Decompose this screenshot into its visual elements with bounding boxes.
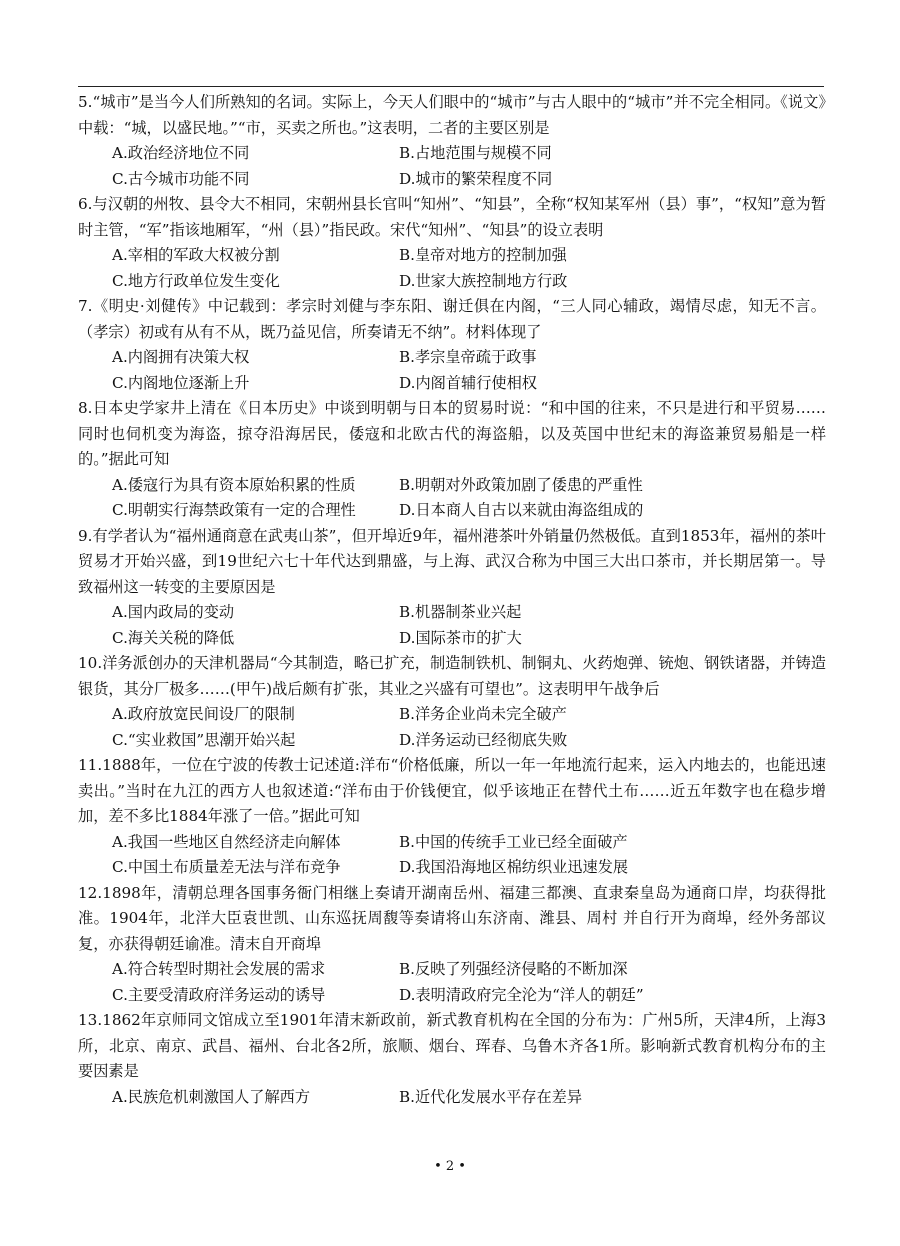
- option-a: A.政府放宽民间设厂的限制: [112, 705, 295, 723]
- question-12: [78, 881, 826, 1009]
- option-row: [112, 141, 826, 167]
- option-row: [112, 498, 826, 524]
- answer-options: [78, 957, 826, 1008]
- option-b: B.洋务企业尚未完全破产: [399, 705, 567, 723]
- option-row: [112, 243, 826, 269]
- option-row: [112, 626, 826, 652]
- option-c: C.“实业救国”思潮开始兴起: [112, 730, 296, 749]
- option-row: [112, 728, 826, 754]
- question-list: [78, 90, 826, 1110]
- answer-options: [78, 345, 826, 396]
- option-a: A.宰相的军政大权被分割: [112, 246, 280, 264]
- option-a: A.符合转型时期社会发展的需求: [112, 960, 326, 978]
- question-6: [78, 192, 826, 294]
- question-stem: 12.1898年，清朝总理各国事务衙门相继上奏请开湖南岳州、福建三都澳、直隶秦皇岛为通商口岸，均获得批准。1904年，北洋大臣袁世凯、山东巡抚周馥等奏请将山东济南、潍县、周村 并自行开为商埠，经外务部议复，亦获得朝廷谕准。清末自开商埠: [78, 883, 826, 953]
- option-row: [112, 371, 826, 397]
- option-c: C.古今城市功能不同: [112, 169, 250, 188]
- page-number: • 2 •: [434, 1159, 466, 1174]
- option-row: [112, 167, 826, 193]
- option-d: D.国际茶市的扩大: [399, 628, 522, 647]
- option-row: [112, 473, 826, 499]
- option-row: [112, 983, 826, 1009]
- answer-options: [78, 600, 826, 651]
- question-stem: 7.《明史·刘健传》中记载到：孝宗时刘健与李东阳、谢迁俱在内阁，“三人同心辅政，竭情尽虑，知无不言。（孝宗）初或有从有不从，既乃益见信，所奏请无不纳”。材料体现了: [78, 297, 826, 341]
- question-7: [78, 294, 826, 396]
- option-a: A.民族危机刺激国人了解西方: [112, 1087, 311, 1106]
- answer-options: [78, 473, 826, 524]
- option-c: C.明朝实行海禁政策有一定的合理性: [112, 501, 356, 519]
- question-13: [78, 1008, 826, 1110]
- option-b: B.皇帝对地方的控制加强: [399, 246, 567, 264]
- option-a: A.倭寇行为具有资本原始积累的性质: [112, 475, 356, 494]
- question-stem: 8.日本史学家井上清在《日本历史》中谈到明朝与日本的贸易时说：“和中国的往来，不只是进行和平贸易……同时也伺机变为海盗，掠夺沿海居民，倭寇和北欧古代的海盗船，以及英国中世纪末的海盗兼贸易船是一样的。”据此可知: [78, 399, 826, 468]
- question-10: [78, 651, 826, 753]
- option-b: B.机器制茶业兴起: [399, 603, 522, 621]
- answer-options: [78, 243, 826, 294]
- option-b: B.近代化发展水平存在差异: [399, 1087, 583, 1106]
- option-row: [112, 345, 826, 371]
- top-rule: [78, 86, 824, 87]
- option-b: B.中国的传统手工业已经全面破产: [399, 832, 628, 851]
- option-row: [112, 600, 826, 626]
- option-c: C.内阁地位逐渐上升: [112, 373, 250, 392]
- question-stem: 9.有学者认为“福州通商意在武夷山茶”，但开埠近9年，福州港茶叶外销量仍然极低。直到1853年，福州的茶叶贸易才开始兴盛，到19世纪六七十年代达到鼎盛，与上海、武汉合称为中国三大出口茶市，并长期居第一。导致福州这一转变的主要原因是: [78, 526, 826, 596]
- option-a: A.政治经济地位不同: [112, 144, 250, 162]
- option-d: D.表明清政府完全沦为“洋人的朝廷”: [399, 985, 644, 1004]
- option-a: A.我国一些地区自然经济走向解体: [112, 832, 341, 851]
- option-row: [112, 702, 826, 728]
- option-row: [112, 830, 826, 856]
- option-d: D.城市的繁荣程度不同: [399, 169, 553, 188]
- option-a: A.国内政局的变动: [112, 603, 235, 621]
- option-c: C.地方行政单位发生变化: [112, 271, 280, 290]
- answer-options: [78, 141, 826, 192]
- question-stem: 13.1862年京师同文馆成立至1901年清末新政前，新式教育机构在全国的分布为：广州5所，天津4所，上海3所，北京、南京、武昌、福州、台北各2所，旅顺、烟台、珲春、乌鲁木齐各1所。影响新式教育机构分布的主要因素是: [78, 1011, 826, 1080]
- option-a: A.内阁拥有决策大权: [112, 348, 250, 366]
- option-row: [112, 957, 826, 983]
- option-c: C.中国土布质量差无法与洋布竞争: [112, 858, 341, 876]
- option-b: B.占地范围与规模不同: [399, 144, 552, 162]
- option-row: [112, 855, 826, 881]
- question-8: [78, 396, 826, 524]
- question-9: [78, 524, 826, 652]
- option-b: B.反映了列强经济侵略的不断加深: [399, 960, 628, 978]
- question-stem: 11.1888年，一位在宁波的传教士记述道:洋布“价格低廉，所以一年一年地流行起来，运入内地去的，也能迅速卖出。”当时在九江的西方人也叙述道:“洋布由于价钱便宜，似乎该地正在替代土布……近五年数字也在稳步增加，差不多比1884年涨了一倍。”据此可知: [78, 756, 826, 825]
- question-stem: 6.与汉朝的州牧、县令大不相同，宋朝州县长官叫“知州”、“知县”，全称“权知某军州（县）事”，“权知”意为暂时主管，“军”指该地厢军，“州（县）”指民政。宋代“知州”、“知县”的设立表明: [78, 195, 826, 239]
- option-row: [112, 1085, 826, 1111]
- option-d: D.内阁首辅行使相权: [399, 373, 537, 392]
- answer-options: [78, 1085, 826, 1111]
- answer-options: [78, 830, 826, 881]
- option-b: B.明朝对外政策加剧了倭患的严重性: [399, 475, 643, 494]
- option-d: D.世家大族控制地方行政: [399, 271, 568, 290]
- question-stem: 10.洋务派创办的天津机器局“今其制造，略已扩充，制造制铁机、制铜丸、火药炮弹、铳炮、钢铁诸器，并铸造银货，其分厂极多……(甲午)战后颇有扩张，其业之兴盛有可望也”。这表明甲午战争后: [78, 654, 826, 698]
- answer-options: [78, 702, 826, 753]
- option-b: B.孝宗皇帝疏于政事: [399, 348, 537, 366]
- question-11: [78, 753, 826, 881]
- option-d: D.我国沿海地区棉纺织业迅速发展: [399, 858, 629, 876]
- option-c: C.海关关税的降低: [112, 628, 235, 647]
- option-c: C.主要受清政府洋务运动的诱导: [112, 985, 326, 1004]
- question-stem: 5.“城市”是当今人们所熟知的名词。实际上，今天人们眼中的“城市”与古人眼中的“城市”并不完全相同。《说文》中载：“城，以盛民地。”“市，买卖之所也。”这表明，二者的主要区别是: [78, 93, 826, 137]
- option-d: D.洋务运动已经彻底失败: [399, 730, 568, 749]
- option-d: D.日本商人自古以来就由海盗组成的: [399, 501, 644, 519]
- option-row: [112, 269, 826, 295]
- question-5: [78, 90, 826, 192]
